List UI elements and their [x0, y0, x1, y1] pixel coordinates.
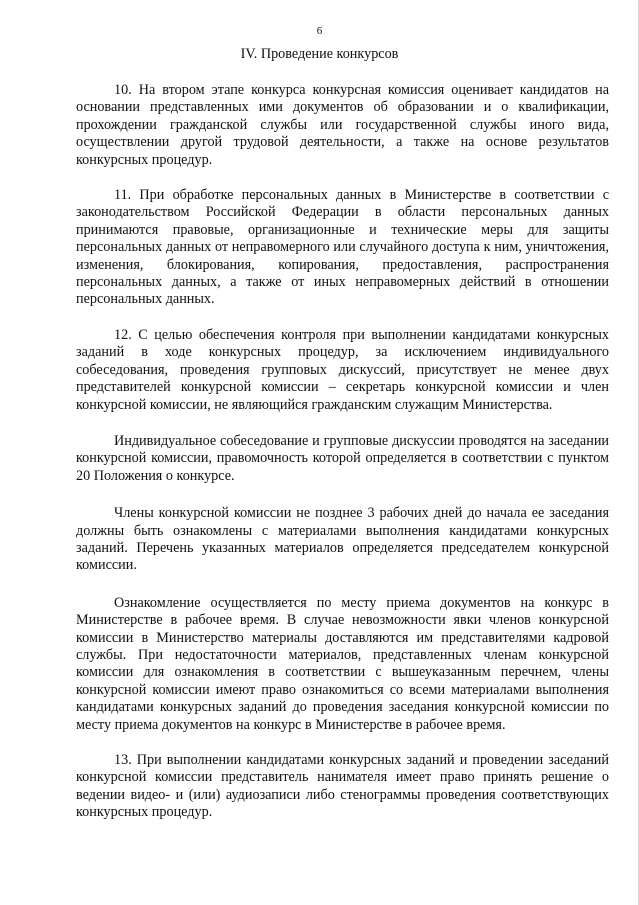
- paragraph-13: 13. При выполнении кандидатами конкурсных заданий и проведении заседаний конкурсной комиссии представитель нанимателя имеет право принять решение о ведении видео- и (или) аудиозаписи либо стенограммы проведения соответствующих конкурсных процедур.: [76, 752, 609, 821]
- paragraph-12: 12. С целью обеспечения контроля при выполнении кандидатами конкурсных заданий в ходе конкурсных процедур, за исключением индивидуального собеседования, проведения групповых дискуссий, присутствует не менее двух представителей конкурсной комиссии – секретарь конкурсной комиссии и член конкурсной комиссии, не являющийся гражданским служащим Министерства.: [76, 326, 609, 413]
- page-number: 6: [316, 25, 323, 37]
- paragraph-individual-interview: Индивидуальное собеседование и групповые дискуссии проводятся на заседании конкурсной комиссии, правомочность которой определяется в соответствии с пунктом 20 Положения о конкурсе.: [76, 432, 609, 484]
- paragraph-10: 10. На втором этапе конкурса конкурсная комиссия оценивает кандидатов на основании представленных ими документов об образовании и о квалификации, прохождении гражданской службы или государственной службы иного вида, осуществлении другой трудовой деятельности, а также на основе результатов конкурсных процедур.: [76, 82, 609, 168]
- section-title: IV. Проведение конкурсов: [240, 46, 399, 62]
- paragraph-materials-review: Ознакомление осуществляется по месту приема документов на конкурс в Министерстве в рабочее время. В случае невозможности явки членов конкурсной комиссии в Министерство материалы доставляются им представителями кадровой службы. При недостаточности материалов, представленных членам конкурсной комиссии для ознакомления в соответствии с вышеуказанным перечнем, члены конкурсной комиссии имеют право ознакомиться со всеми материалами выполнения кандидатами конкурсных заданий до проведения заседания конкурсной комиссии по месту приема документов на конкурс в Министерстве в рабочее время.: [76, 594, 609, 733]
- body-text: [76, 82, 609, 840]
- paragraph-11: 11. При обработке персональных данных в Министерстве в соответствии с законодательством Российской Федерации в области персональных данных принимаются правовые, организационные и технические меры для защиты персональных данных от неправомерного или случайного доступа к ним, уничтожения, изменения, блокирования, копирования, предоставления, распространения персональных данных, а также от иных неправомерных действий в отношении персональных данных.: [76, 187, 609, 308]
- paragraph-commission-members: Члены конкурсной комиссии не позднее 3 рабочих дней до начала ее заседания должны быть ознакомлены с материалами выполнения кандидатами конкурсных заданий. Перечень указанных материалов определяется председателем конкурсной комиссии.: [76, 505, 609, 574]
